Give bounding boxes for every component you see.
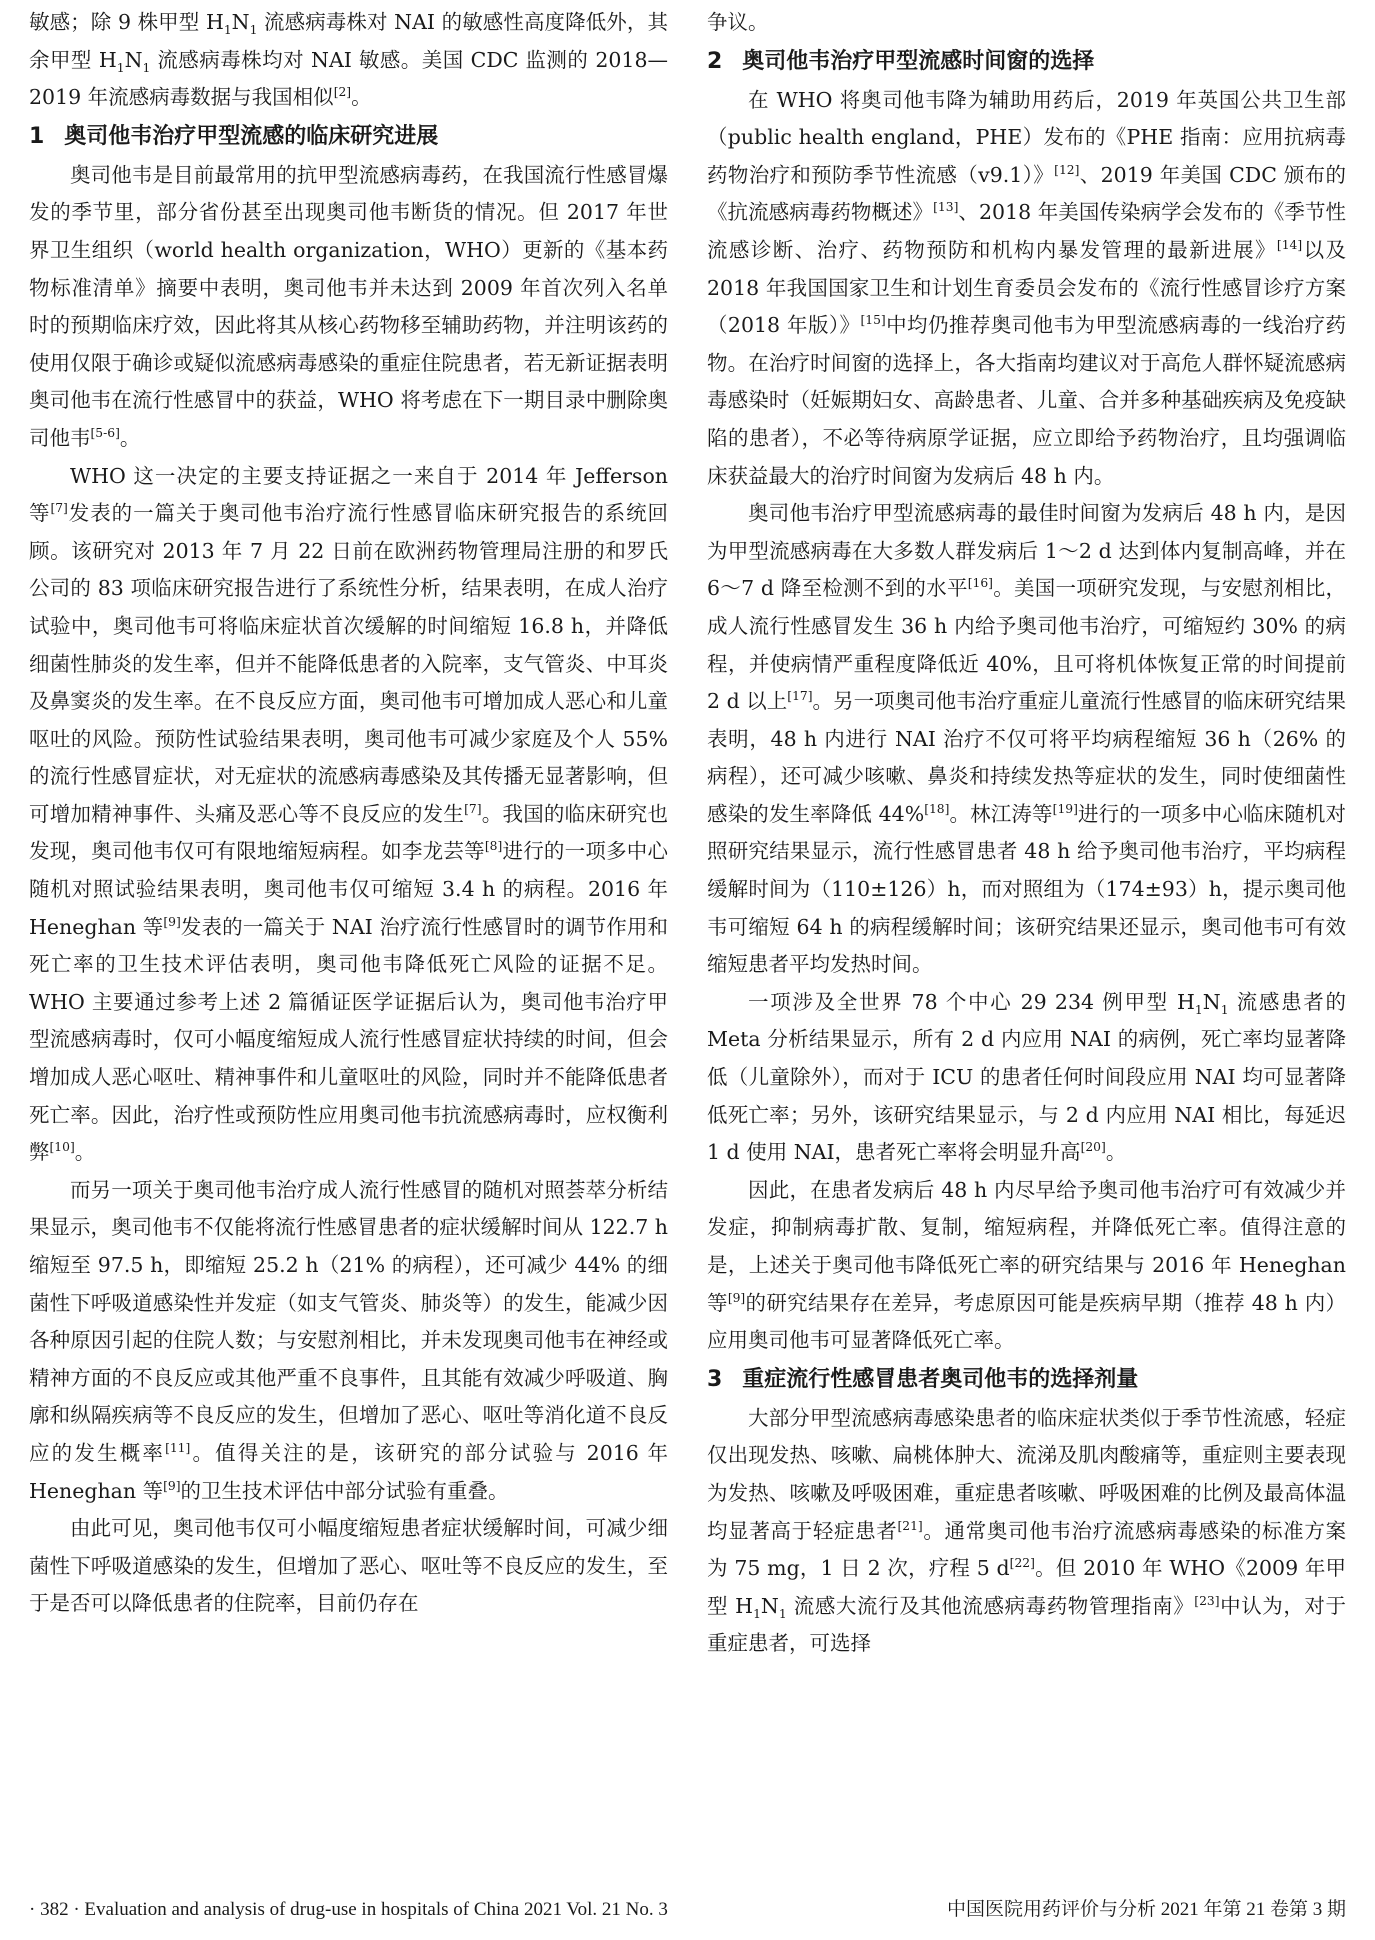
text-run: 在 WHO 将奥司他韦降为辅助用药后，2019 年英国公共卫生部（public health england，PHE）发布的《PHE 指南：应用抗病毒药物治疗和预防季节性流感（v9.1）》 [707,87,1346,187]
right-column [707,4,1346,1663]
footer-journal-english: · 382 · Evaluation and analysis of drug-use in hospitals of China 2021 Vol. 21 No. 3 [29,1899,668,1920]
body-paragraph [707,495,1346,984]
text-run: 发表的一篇关于 NAI 治疗流行性感冒时的调节作用和死亡率的卫生技术评估表明，奥司他韦降低死亡风险的证据不足。WHO 主要通过参考上述 2 篇循证医学证据后认为，奥司他韦治疗甲型流感病毒时，仅可小幅度缩短成人流行性感冒症状持续的时间，但会增加成人恶心呕吐、精神事件和儿童呕吐的风险，同时并不能降低患者死亡率。因此，治疗性或预防性应用奥司他韦抗流感病毒时，应权衡利弊 [29,914,668,1165]
text-run: 流感病毒株均对 NAI 敏感。美国 CDC 监测的 2018—2019 年流感病毒数据与我国相似 [29,47,668,110]
text-run: 。林江涛等 [949,801,1053,826]
citation-ref: [10] [49,1140,75,1155]
body-paragraph [707,1172,1346,1360]
body-paragraph [29,157,668,458]
citation-ref: [19] [1052,802,1078,817]
text-run: 以及 2018 年我国国家卫生和计划生育委员会发布的《流行性感冒诊疗方案（2018 年版）》 [707,237,1347,338]
text-run: N [1202,989,1221,1014]
text-run: 。 [1105,1140,1127,1165]
subscript: 1 [753,1606,761,1621]
subscript: 1 [249,23,258,38]
citation-ref: [9] [163,1478,181,1493]
citation-ref: [23] [1194,1593,1220,1608]
citation-ref: [20] [1080,1140,1106,1155]
citation-ref: [8] [484,839,503,854]
text-run: N [231,10,250,34]
text-run: 进行的一项多中心临床随机对照研究结果显示，流行性感冒患者 48 h 给予奥司他韦治疗，平均病程缓解时间为（110±126）h，而对照组为（174±93）h，提示奥司他韦可缩短 64 h 的病程缓解时间；该研究结果还显示，奥司他韦可有效缩短患者平均发热时间。 [707,801,1347,977]
body-paragraph [707,984,1346,1172]
text-run: WHO 这一决定的主要支持证据之一来自于 2014 年 Jefferson 等 [29,463,668,526]
text-run: 一项涉及全世界 78 个中心 29 234 例甲型 H [748,989,1195,1014]
body-paragraph [29,458,668,1172]
citation-ref: [2] [333,85,352,100]
page-footer [29,1896,1346,1924]
text-run: 。 [74,1140,96,1165]
text-run: 而另一项关于奥司他韦治疗成人流行性感冒的随机对照荟萃分析结果显示，奥司他韦不仅能将流行性感冒患者的症状缓解时间从 122.7 h 缩短至 97.5 h，即缩短 25.2 h（21% 的病程），还可减少 44% 的细菌性下呼吸道感染性并发症（如支气管炎、肺炎等）的发生，能减少因各种原因引起的住院人数；与安慰剂相比，并未发现奥司他韦在神经或精神方面的不良反应或其他严重不良事件，且其能有效减少呼吸道、胸廓和纵隔疾病等不良反应的发生，但增加了恶心、呕吐等消化道不良反应的发生概率 [29,1177,668,1465]
citation-ref: [9] [727,1290,746,1305]
text-run: 因此，在患者发病后 48 h 内尽早给予奥司他韦治疗可有效减少并发症，抑制病毒扩散、复制，缩短病程，并降低死亡率。值得注意的是，上述关于奥司他韦降低死亡率的研究结果与 2016 年 Heneghan 等 [707,1177,1346,1315]
body-paragraph [29,4,668,117]
text-run: 流感患者的 Meta 分析结果显示，所有 2 d 内应用 NAI 的病例，死亡率均显著降低（儿童除外），而对于 ICU 的患者任何时间段应用 NAI 均可显著降低死亡率；另外，该研究结果显示，与 2 d 内应用 NAI 相比，每延迟 1 d 使用 NAI，患者死亡率将会明显升高 [707,989,1346,1165]
text-run: 争议。 [707,10,769,34]
text-run: 。通常奥司他韦治疗流感病毒感染的标准方案为 75 mg，1 日 2 次，疗程 5 d [707,1518,1347,1581]
text-run: 流感病毒株对 NAI 的敏感性高度降低外，其余甲型 H [29,10,668,72]
section-number: 2 [707,48,723,74]
citation-ref: [5-6] [90,426,120,441]
citation-ref: [16] [967,576,993,591]
footer-journal-chinese: 中国医院用药评价与分析 2021 年第 21 卷第 3 期 [946,1899,1346,1920]
citation-ref: [15] [860,313,886,328]
subscript: 1 [1194,1002,1203,1017]
text-run: 中均仍推荐奥司他韦为甲型流感病毒的一线治疗药物。在治疗时间窗的选择上，各大指南均建议对于高危人群怀疑流感病毒感染时（妊娠期妇女、高龄患者、儿童、合并多种基础疾病及免疫缺陷的患者），不必等待病原学证据，应立即给予药物治疗，且均强调临床获益最大的治疗时间窗为发病后 48 h 内。 [707,313,1346,488]
subscript: 1 [142,60,151,75]
body-paragraph [29,1510,668,1623]
citation-ref: [11] [165,1441,191,1456]
citation-ref: [7] [50,501,68,516]
section-heading [707,42,1346,82]
section-title: 重症流行性感冒患者奥司他韦的选择剂量 [742,1366,1139,1392]
body-paragraph [707,4,1346,42]
citation-ref: [14] [1276,238,1303,253]
citation-ref: [22] [1009,1556,1035,1571]
body-paragraph [707,1400,1346,1663]
citation-ref: [9] [163,914,181,929]
text-run: 的研究结果存在差异，考虑原因可能是疾病早期（推荐 48 h 内）应用奥司他韦可显著降低死亡率。 [707,1290,1346,1353]
section-heading [29,117,668,157]
citation-ref: [21] [897,1518,923,1533]
text-run: 敏感；除 9 株甲型 H [29,10,224,34]
section-heading [707,1360,1346,1400]
body-paragraph [707,82,1346,496]
text-run: 。我国的临床研究也发现，奥司他韦仅可有限地缩短病程。如李龙芸等 [29,801,669,864]
text-run: 。另一项奥司他韦治疗重症儿童流行性感冒的临床研究结果表明，48 h 内进行 NAI 治疗不仅可将平均病程缩短 36 h（26% 的病程），还可减少咳嗽、鼻炎和持续发热等症状的发生，同时使细菌性感染的发生率降低 44% [707,689,1347,826]
text-run: 奥司他韦是目前最常用的抗甲型流感病毒药，在我国流行性感冒爆发的季节里，部分省份甚至出现奥司他韦断货的情况。但 2017 年世界卫生组织（world health organization，WHO）更新的《基本药物标准清单》摘要中表明，奥司他韦并未达到 2009 年首次列入名单时的预期临床疗效，因此将其从核心药物移至辅助药物，并注明该药的使用仅限于确诊或疑似流感病毒感染的重症住院患者，若无新证据表明奥司他韦在流行性感冒中的获益，WHO 将考虑在下一期目录中删除奥司他韦 [29,162,668,450]
subscript: 1 [778,1606,787,1621]
text-run: 。美国一项研究发现，与安慰剂相比，成人流行性感冒发生 36 h 内给予奥司他韦治疗，可缩短约 30% 的病程，并使病情严重程度降低近 40%，且可将机体恢复正常的时间提前 2 d 以上 [707,576,1347,714]
text-run: 。值得关注的是，该研究的部分试验与 2016 年 Heneghan 等 [29,1440,669,1503]
text-run: 由此可见，奥司他韦仅可小幅度缩短患者症状缓解时间，可减少细菌性下呼吸道感染的发生，但增加了恶心、呕吐等不良反应的发生，至于是否可以降低患者的住院率，目前仍存在 [29,1516,668,1616]
text-run: N [760,1593,779,1618]
citation-ref: [18] [924,802,950,817]
citation-ref: [13] [933,200,959,215]
text-run: 奥司他韦治疗甲型流感病毒的最佳时间窗为发病后 48 h 内，是因为甲型流感病毒在大多数人群发病后 1～2 d 达到体内复制高峰，并在 6～7 d 降至检测不到的水平 [707,501,1346,601]
left-column [29,4,668,1623]
text-run: 中认为，对于重症患者，可选择 [707,1593,1347,1656]
section-number: 3 [707,1366,723,1392]
section-number: 1 [29,123,45,149]
section-title: 奥司他韦治疗甲型流感时间窗的选择 [742,48,1095,74]
text-run: 。 [351,85,372,110]
body-paragraph [29,1172,668,1510]
text-run: 、2019 年美国 CDC 颁布的《抗流感病毒药物概述》 [707,162,1347,225]
text-run: 的卫生技术评估中部分试验有重叠。 [180,1478,509,1503]
citation-ref: [7] [464,802,482,817]
text-run: 、2018 年美国传染病学会发布的《季节性流感诊断、治疗、药物预防和机构内暴发管理的最新进展》 [707,200,1347,262]
text-run: 进行的一项多中心随机对照试验结果表明，奥司他韦仅可缩短 3.4 h 的病程。2016 年 Heneghan 等 [29,839,669,939]
text-run: 。 [119,425,141,450]
section-title: 奥司他韦治疗甲型流感的临床研究进展 [64,123,439,149]
citation-ref: [12] [1054,162,1080,177]
citation-ref: [17] [787,689,813,704]
text-run: 。但 2010 年 WHO《2009 年甲型 H [707,1556,1346,1618]
text-run: 大部分甲型流感病毒感染患者的临床症状类似于季节性流感，轻症仅出现发热、咳嗽、扁桃体肿大、流涕及肌肉酸痛等，重症则主要表现为发热、咳嗽及呼吸困难，重症患者咳嗽、呼吸困难的比例及最高体温均显著高于轻症患者 [707,1405,1346,1543]
text-run: 发表的一篇关于奥司他韦治疗流行性感冒临床研究报告的系统回顾。该研究对 2013 年 7 月 22 日前在欧洲药物管理局注册的和罗氏公司的 83 项临床研究报告进行了系统性分析，结果表明，在成人治疗试验中，奥司他韦可将临床症状首次缓解的时间缩短 16.8 h，并降低细菌性肺炎的发生率，但并不能降低患者的入院率，支气管炎、中耳炎及鼻窦炎的发生率。在不良反应方面，奥司他韦可增加成人恶心和儿童呕吐的风险。预防性试验结果表明，奥司他韦可减少家庭及个人 55% 的流行性感冒症状，对无症状的流感病毒感染及其传播无显著影响，但可增加精神事件、头痛及恶心等不良反应的发生 [29,501,669,826]
subscript: 1 [223,23,232,38]
text-run: N [124,47,143,72]
subscript: 1 [116,60,125,75]
subscript: 1 [1220,1002,1229,1017]
text-run: 流感大流行及其他流感病毒药物管理指南》 [786,1593,1195,1618]
